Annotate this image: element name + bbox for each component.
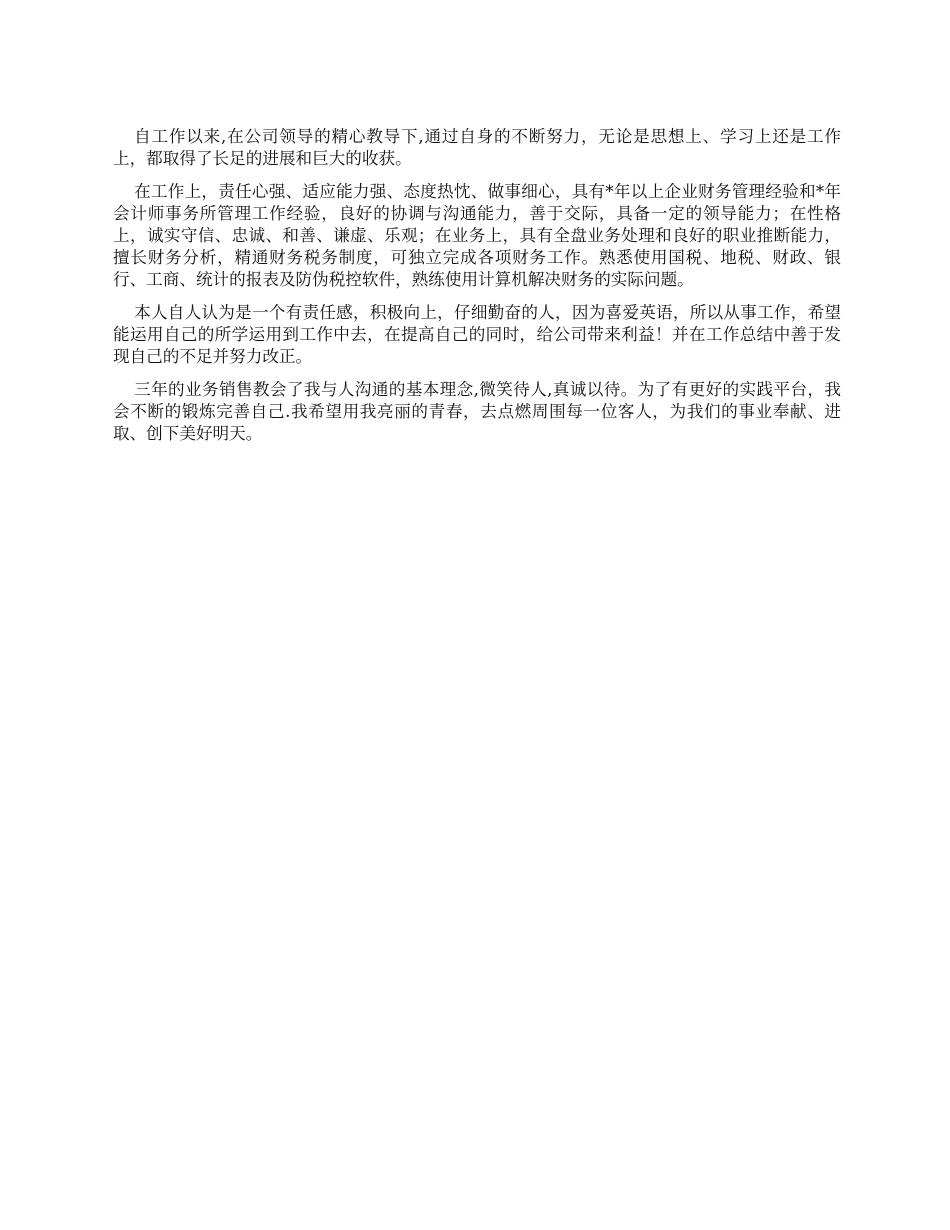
paragraph-sales-experience: 三年的业务销售教会了我与人沟通的基本理念,微笑待人,真诚以待。为了有更好的实践平台，我会不断的锻炼完善自己.我希望用我亮丽的青春，去点燃周围每一位客人，为我们的事业奉献、进取、创下美好明天。 [113,380,841,443]
paragraph-self-assessment: 本人自人认为是一个有责任感，积极向上，仔细勤奋的人，因为喜爱英语，所以从事工作，希望能运用自己的所学运用到工作中去，在提高自己的同时，给公司带来利益！并在工作总结中善于发现自己的不足并努力改正。 [113,303,841,366]
paragraph-work-progress: 自工作以来,在公司领导的精心教导下,通过自身的不断努力，无论是思想上、学习上还是工作上，都取得了长足的进展和巨大的收获。 [113,127,841,168]
document-body [113,126,841,456]
paragraph-work-abilities: 在工作上，责任心强、适应能力强、态度热忱、做事细心，具有*年以上企业财务管理经验和*年会计师事务所管理工作经验，良好的协调与沟通能力，善于交际，具备一定的领导能力；在性格上，诚实守信、忠诚、和善、谦虚、乐观；在业务上，具有全盘业务处理和良好的职业推断能力，擅长财务分析，精通财务税务制度，可独立完成各项财务工作。熟悉使用国税、地税、财政、银行、工商、统计的报表及防伪税控软件，熟练使用计算机解决财务的实际问题。 [113,182,841,289]
